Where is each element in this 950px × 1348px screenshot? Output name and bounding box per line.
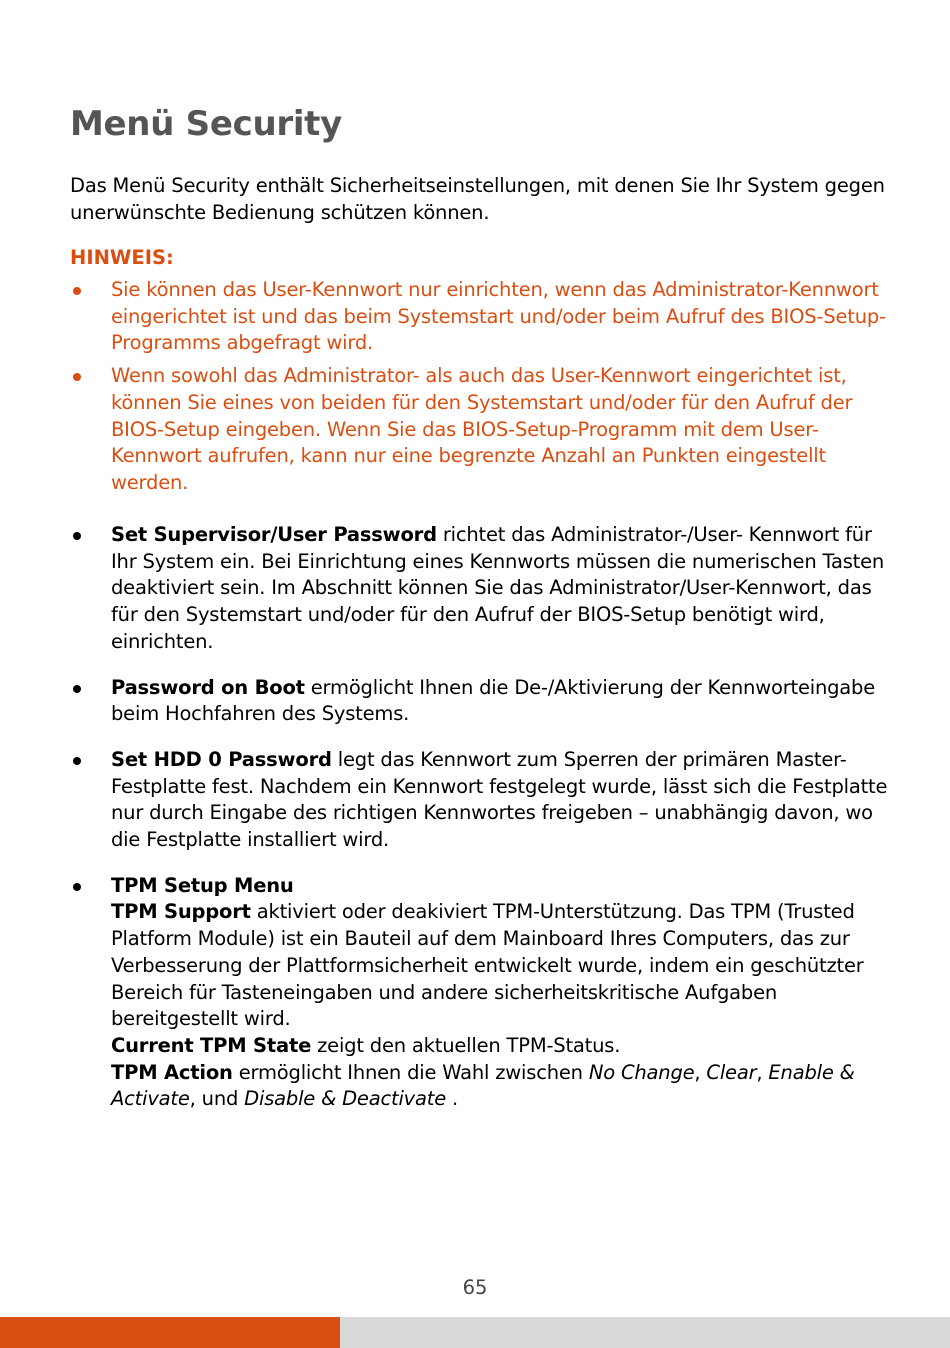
list-item-tpm-setup: [70, 873, 900, 1113]
item-term: Set Supervisor/User Password: [111, 523, 437, 546]
separator: ,: [694, 1060, 707, 1084]
tpm-heading-line: [111, 873, 900, 900]
separator: ,: [756, 1060, 769, 1084]
note-item: Sie können das User-Kennwort nur einrichten, wenn das Administrator-Kennwort eingerichtet ist und das beim Systemstart und/oder beim Aufruf des BIOS-Setup-Programms abgefragt wird.: [70, 277, 900, 357]
list-item-password-on-boot: [70, 675, 900, 728]
tpm-option-enable-activate: Enable & Activate: [111, 1060, 855, 1111]
tpm-action-line: [111, 1060, 900, 1113]
page-title: Menü Security: [70, 104, 342, 144]
tpm-option-clear: Clear: [706, 1060, 757, 1084]
tpm-heading: TPM Setup Menu: [111, 873, 294, 897]
tpm-support-text: aktiviert oder deakiviert TPM-Unterstützung. Das TPM (Trusted Platform Module) ist ein Bauteil auf dem Mainboard Ihres Computers, das zur Verbesserung der Plattformsicherheit entwickelt wurde, indem ein geschützter Bereich für Tasteneingaben und andere sicherheitskritische Aufgaben bereitgestellt wird.: [111, 900, 864, 1031]
tpm-support-term: TPM Support: [111, 900, 251, 924]
item-term: Password on Boot: [111, 675, 305, 699]
tpm-state-term: Current TPM State: [111, 1033, 312, 1057]
sentence-end: .: [446, 1087, 458, 1111]
item-description: ermöglicht Ihnen die De-/Aktivierung der Kennworteingabe beim Hochfahren des Systems.: [111, 675, 876, 726]
note-item: Wenn sowohl das Administrator- als auch das User-Kennwort eingerichtet ist, können Sie eines von beiden für den Systemstart und/oder für den Aufruf der BIOS-Setup eingeben. Wenn Sie das BIOS-Setup-Programm mit dem User-Kennwort aufrufen, kann nur eine begrenzte Anzahl an Punkten eingestellt werden.: [70, 363, 900, 497]
tpm-action-term: TPM Action: [111, 1060, 233, 1084]
intro-paragraph: Das Menü Security enthält Sicherheitseinstellungen, mit denen Sie Ihr System gegen unerwünschte Bedienung schützen können.: [70, 174, 885, 224]
footer-accent-bar: [0, 1317, 340, 1348]
note-heading: HINWEIS:: [70, 246, 174, 269]
footer-gray-bar: [340, 1317, 950, 1348]
list-item-supervisor-password: [70, 522, 900, 656]
tpm-option-no-change: No Change: [588, 1060, 695, 1084]
page-number: 65: [462, 1276, 488, 1299]
item-description: richtet das Administrator-/User- Kennwort für Ihr System ein. Bei Einrichtung eines Kennworts müssen die numerischen Tasten deaktiviert sein. Im Abschnitt können Sie das Administrator/User-Kennwort, das für den Systemstart und/oder für den Aufruf der BIOS-Setup benötigt wird, einrichten.: [111, 523, 885, 653]
tpm-action-text: ermöglicht Ihnen die Wahl zwischen: [232, 1060, 589, 1084]
tpm-state-text: zeigt den aktuellen TPM-Status.: [311, 1033, 621, 1057]
item-description: legt das Kennwort zum Sperren der primären Master-Festplatte fest. Nachdem ein Kennwort festgelegt wurde, lässt sich die Festplatte nur durch Eingabe des richtigen Kennwortes freigeben – unabhängig davon, wo die Festplatte installiert wird.: [111, 747, 888, 852]
settings-list: [70, 522, 900, 1132]
tpm-option-disable-deactivate: Disable & Deactivate: [244, 1087, 446, 1111]
list-item-hdd-password: [70, 747, 900, 854]
tpm-state-line: [111, 1033, 900, 1060]
note-list: [70, 277, 900, 503]
separator: , und: [189, 1087, 245, 1111]
tpm-support-line: [111, 899, 900, 1033]
item-term: Set HDD 0 Password: [111, 747, 332, 771]
